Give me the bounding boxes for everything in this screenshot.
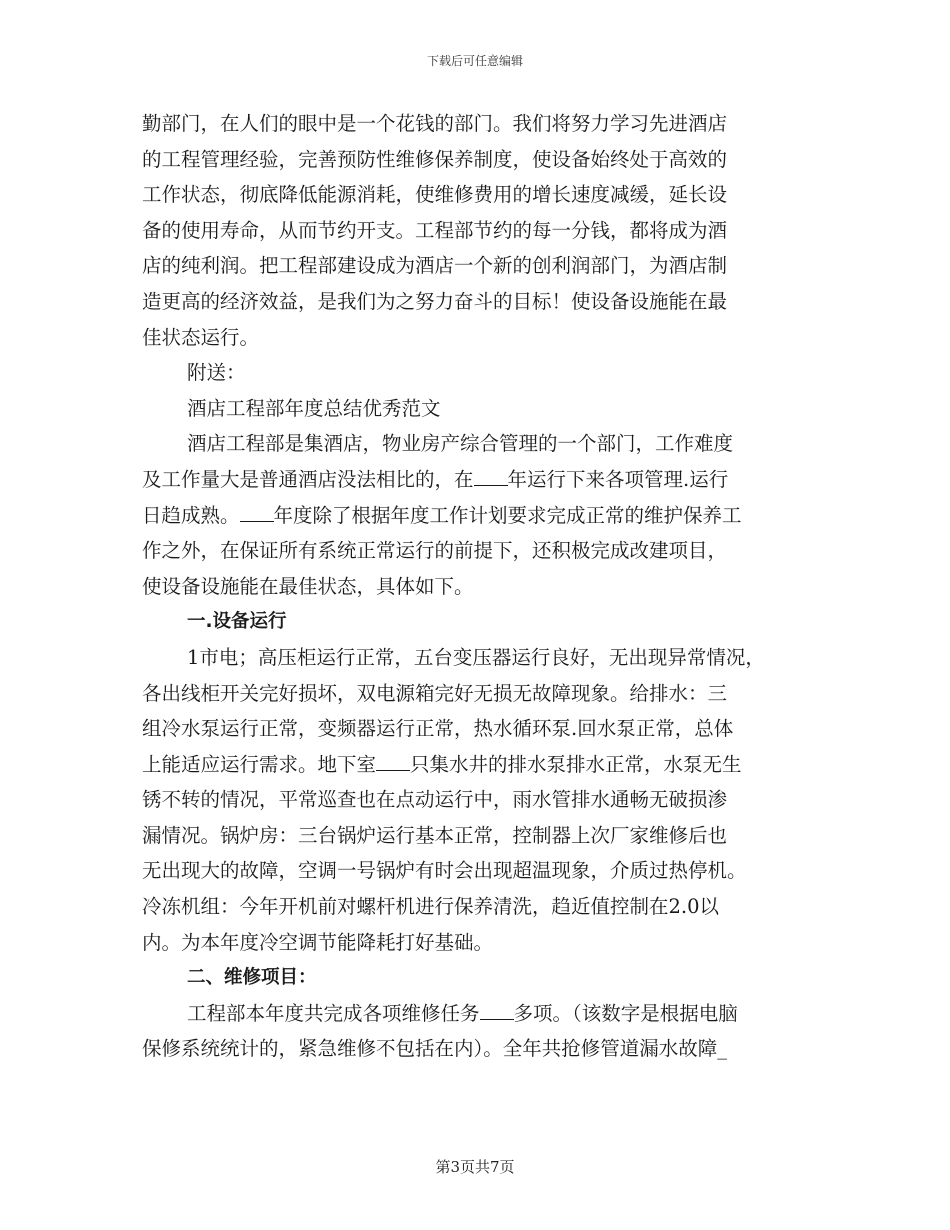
text-line: [142, 747, 812, 783]
fill-blank: [474, 467, 508, 486]
text-segment: 只集水井的排水泵排水正常，水泵无生: [410, 752, 742, 776]
text-line: 酒店工程部是集酒店，物业房产综合管理的一个部门，工作难度: [187, 432, 734, 456]
text-line: 工作状态，彻底降低能源消耗，使维修费用的增长速度减缓，延长设: [142, 183, 728, 207]
text-line: 保修系统统计的，紧急维修不包括在内）。全年共抢修管道漏水故障_: [142, 1037, 728, 1061]
text-line: 各出线柜开关完好损坏，双电源箱完好无损无故障现象。给排水：三: [142, 681, 728, 705]
text-line: 的工程管理经验，完善预防性维修保养制度，使设备始终处于高效的: [142, 147, 728, 171]
text-segment: 年运行下来各项管理.运行: [507, 467, 729, 491]
text-line: 备的使用寿命，从而节约开支。工程部节约的每一分钱，都将成为酒: [142, 218, 728, 242]
appendix-label: 附送：: [187, 361, 246, 385]
text-line: 漏情况。锅炉房：三台锅炉运行基本正常，控制器上次厂家维修后也: [142, 823, 728, 847]
fill-blank: [376, 752, 410, 771]
fill-blank: [480, 1001, 514, 1020]
text-segment: 上能适应运行需求。地下室: [142, 752, 377, 776]
text-line: 作之外，在保证所有系统正常运行的前提下，还积极完成改建项目，: [142, 539, 728, 563]
text-line: 造更高的经济效益，是我们为之努力奋斗的目标！使设备设施能在最: [142, 289, 728, 313]
text-segment: 及工作量大是普通酒店没法相比的，在: [142, 467, 474, 491]
text-line: [142, 462, 812, 498]
text-line: 无出现大的故障，空调一号锅炉有时会出现超温现象，介质过热停机。: [142, 859, 747, 883]
section-heading-equipment: 一.设备运行: [187, 611, 287, 633]
text-line: 佳状态运行。: [142, 325, 260, 349]
document-body: [142, 106, 812, 1067]
text-line: 冷冻机组：今年开机前对螺杆机进行保养清洗，趋近值控制在2.0以: [142, 895, 720, 919]
text-line: 内。为本年度冷空调节能降耗打好基础。: [142, 930, 494, 954]
text-segment: 工程部本年度共完成各项维修任务: [187, 1001, 480, 1025]
section-heading-maintenance: 二、维修项目：: [187, 967, 317, 989]
text-line: 勤部门，在人们的眼中是一个花钱的部门。我们将努力学习先进酒店: [142, 112, 728, 135]
text-line: [142, 498, 812, 534]
page-footer: 第3页共7页: [435, 1158, 515, 1176]
text-line: 锈不转的情况，平常巡查也在点动运行中，雨水管排水通畅无破损渗: [142, 788, 728, 812]
text-line: 组冷水泵运行正常，变频器运行正常，热水循环泵.回水泵正常，总体: [142, 717, 734, 741]
text-segment: 年度除了根据年度工作计划要求完成正常的维护保养工: [273, 503, 742, 527]
text-line: 使设备设施能在最佳状态，具体如下。: [142, 574, 474, 598]
page-header: 下载后可任意编辑: [426, 54, 523, 68]
text-line: 1市电；高压柜运行正常，五台变压器运行良好，无出现异常情况，: [187, 645, 765, 669]
appendix-title: 酒店工程部年度总结优秀范文: [187, 396, 441, 420]
fill-blank: [240, 503, 274, 522]
text-line: 店的纯利润。把工程部建设成为酒店一个新的创利润部门，为酒店制: [142, 254, 728, 278]
text-segment: 日趋成熟。: [142, 503, 240, 527]
text-line: [142, 996, 812, 1032]
text-segment: 多项。（该数字是根据电脑: [513, 1001, 738, 1025]
